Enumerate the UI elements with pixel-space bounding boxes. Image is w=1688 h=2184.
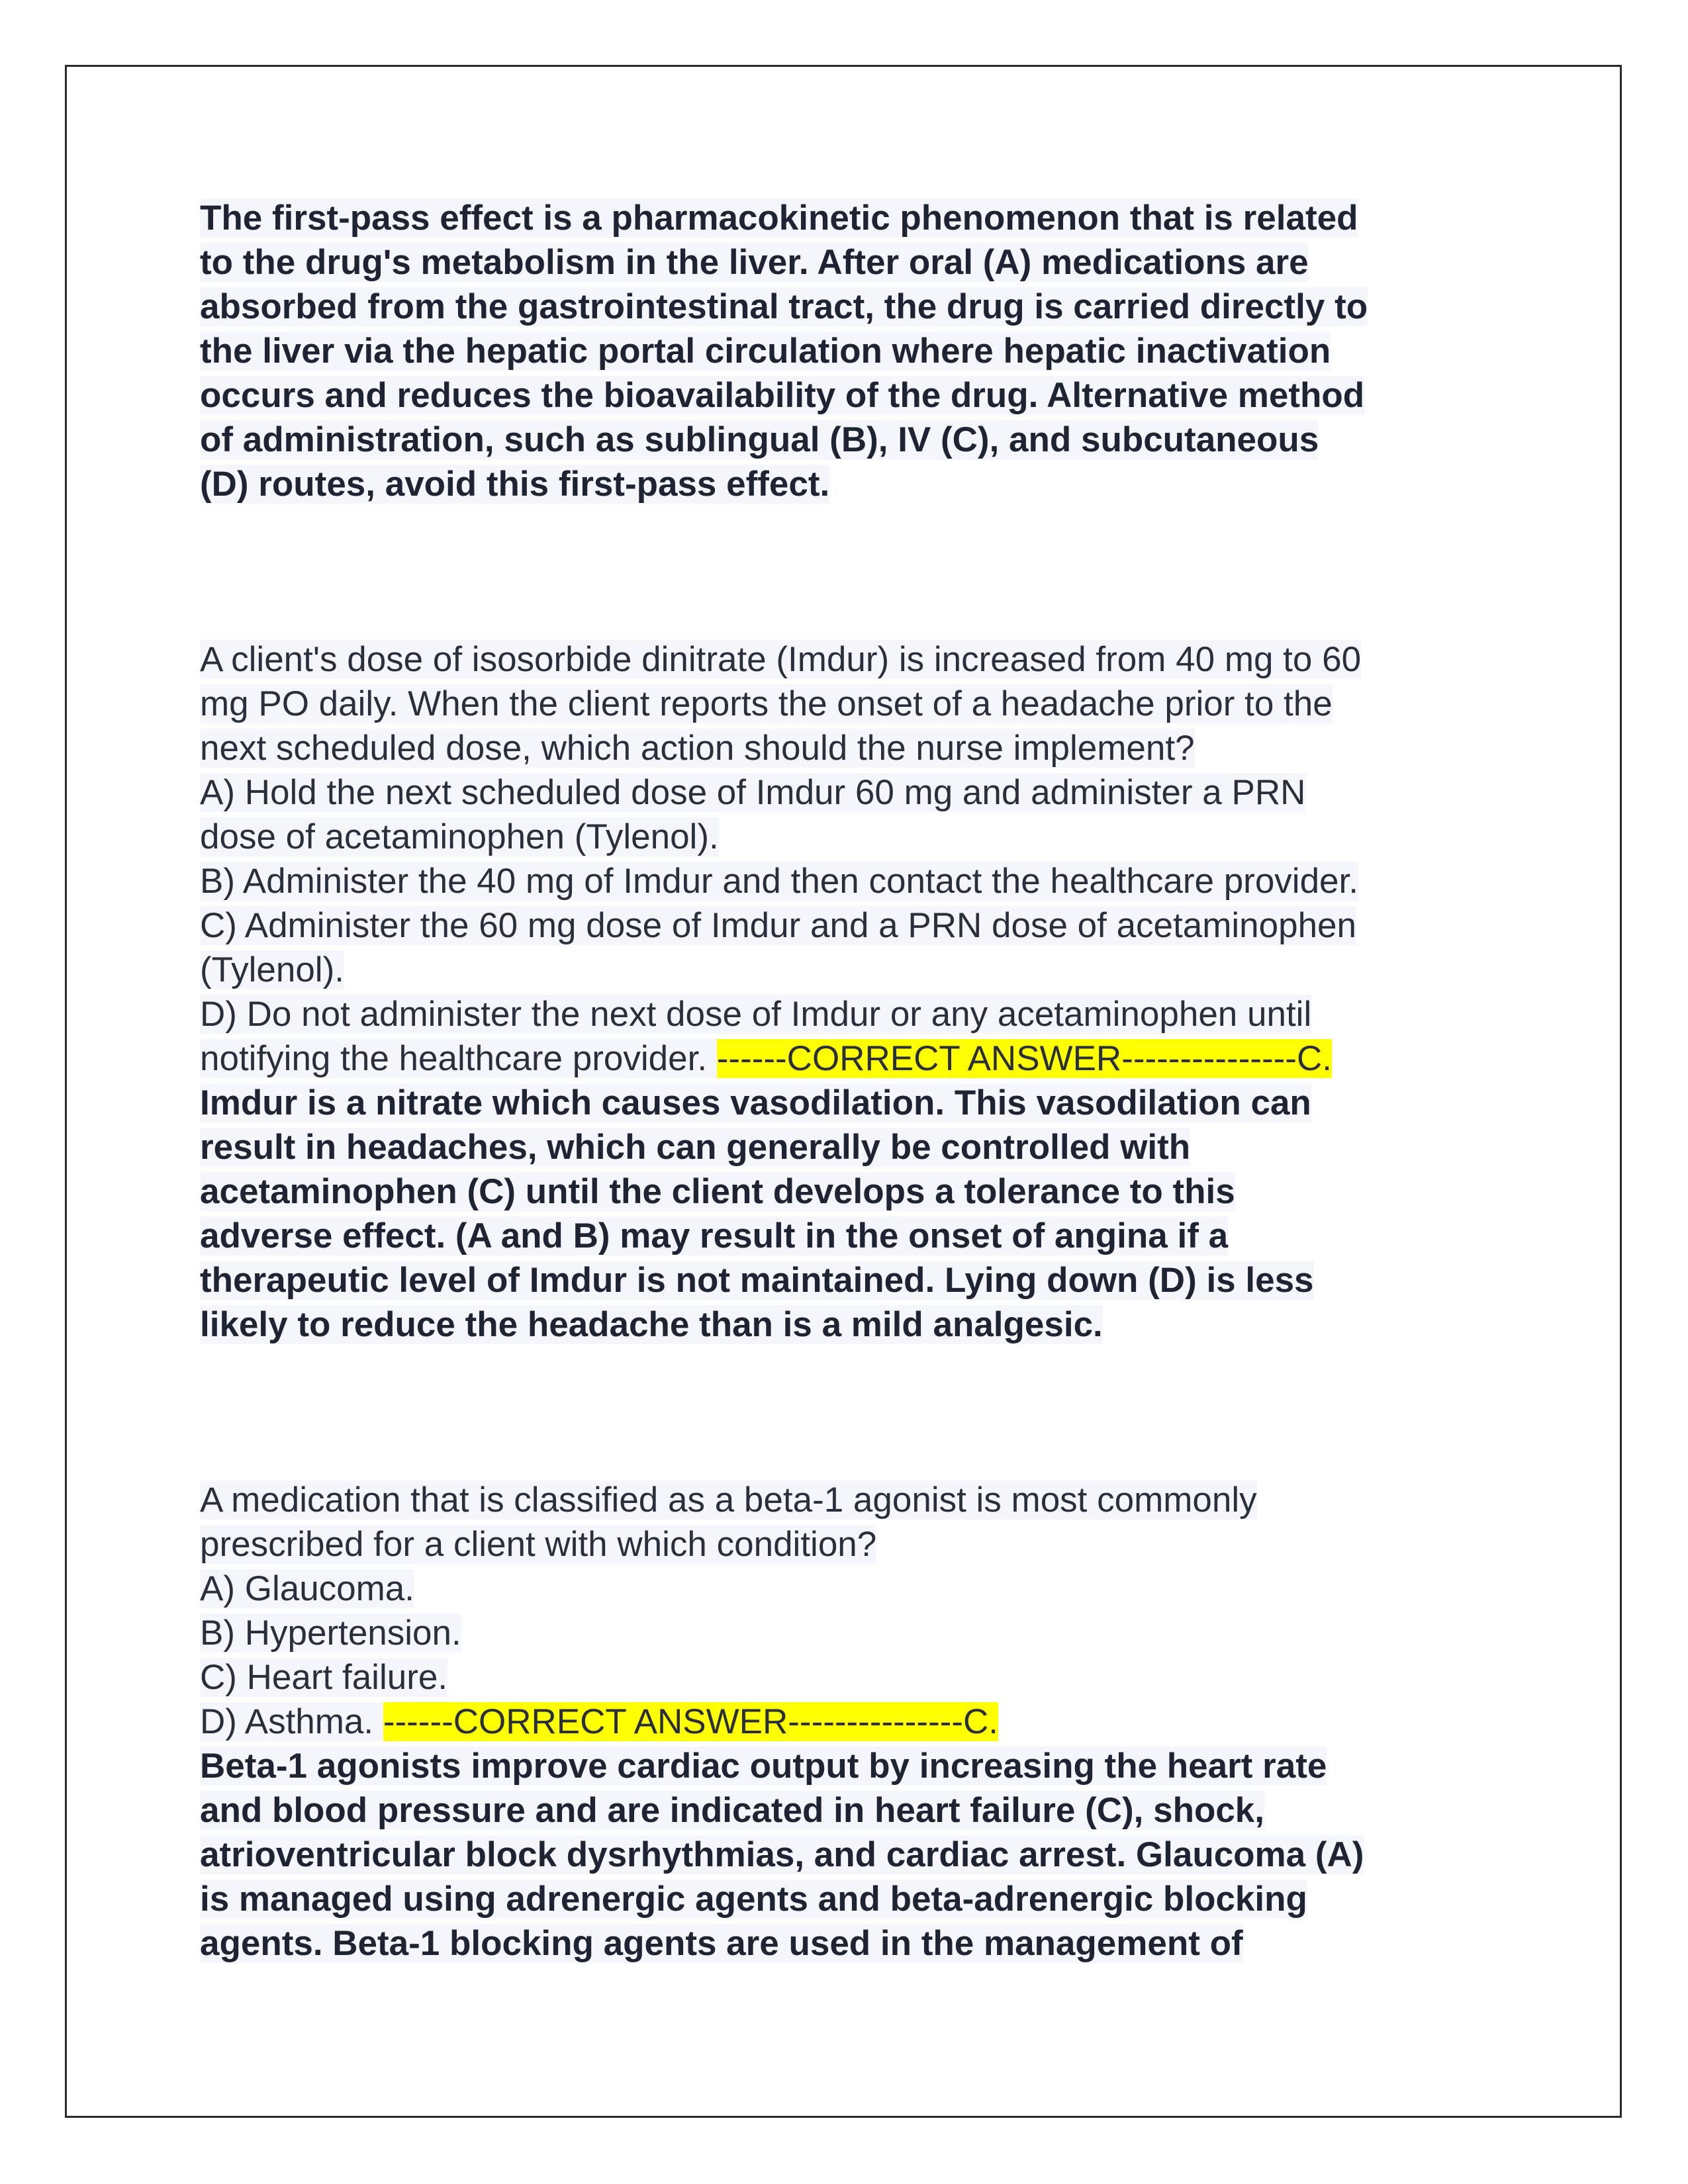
text-line: agents. Beta-1 blocking agents are used in the management of [200,1924,1243,1963]
question-line: A medication that is classified as a beta-1 agonist is most commonly [200,1480,1257,1520]
text-line: atrioventricular block dysrhythmias, and cardiac arrest. Glaucoma (A) [200,1835,1364,1874]
option-b: B) Administer the 40 mg of Imdur and then contact the healthcare provider. [200,862,1358,901]
document-body [200,196,1511,1966]
text-line: of administration, such as sublingual (B), IV (C), and subcutaneous [200,420,1319,459]
correct-answer-highlight: ------CORRECT ANSWER---------------C. [716,1039,1332,1078]
question-imdur [200,637,1511,1081]
option-c-continued: (Tylenol). [200,950,344,989]
text-line: occurs and reduces the bioavailability of the drug. Alternative method [200,376,1365,415]
option-a: A) Hold the next scheduled dose of Imdur 60 mg and administer a PRN [200,773,1306,812]
spacer [200,1347,1511,1478]
text-line: is managed using adrenergic agents and beta-adrenergic blocking [200,1880,1307,1919]
option-a-continued: dose of acetaminophen (Tylenol). [200,817,719,856]
question-line: mg PO daily. When the client reports the onset of a headache prior to the [200,684,1333,723]
text-line: (D) routes, avoid this first-pass effect. [200,465,830,504]
option-a: A) Glaucoma. [200,1569,415,1608]
option-c: C) Heart failure. [200,1658,448,1697]
text-line: adverse effect. (A and B) may result in the onset of angina if a [200,1216,1229,1255]
question-line: next scheduled dose, which action should the nurse implement? [200,729,1195,768]
text-line: Imdur is a nitrate which causes vasodilation. This vasodilation can [200,1083,1311,1122]
text-line: The first-pass effect is a pharmacokinetic phenomenon that is related [200,199,1358,238]
option-d: D) Asthma. ------CORRECT ANSWER---------------C. [200,1702,999,1741]
text-line: Beta-1 agonists improve cardiac output by increasing the heart rate [200,1747,1327,1786]
explanation-imdur [200,1081,1511,1347]
text-line: therapeutic level of Imdur is not maintained. Lying down (D) is less [200,1261,1314,1300]
explanation-first-pass [200,196,1511,506]
text-line: likely to reduce the headache than is a mild analgesic. [200,1305,1103,1344]
question-line: A client's dose of isosorbide dinitrate (Imdur) is increased from 40 mg to 60 [200,640,1362,679]
explanation-beta1-agonist [200,1744,1511,1966]
text-line: acetaminophen (C) until the client develops a tolerance to this [200,1172,1235,1211]
correct-answer-highlight: ------CORRECT ANSWER---------------C. [383,1702,999,1741]
text-line: absorbed from the gastrointestinal tract, the drug is carried directly to [200,287,1368,326]
question-line: prescribed for a client with which condition? [200,1525,877,1564]
option-d: D) Do not administer the next dose of Imdur or any acetaminophen until [200,995,1312,1034]
option-b: B) Hypertension. [200,1614,461,1653]
text-line: and blood pressure and are indicated in heart failure (C), shock, [200,1791,1265,1830]
option-c: C) Administer the 60 mg dose of Imdur and a PRN dose of acetaminophen [200,906,1357,945]
text-line: the liver via the hepatic portal circulation where hepatic inactivation [200,332,1331,371]
spacer [200,506,1511,637]
option-d-continued: notifying the healthcare provider. ------CORRECT ANSWER---------------C. [200,1039,1332,1078]
question-beta1-agonist [200,1478,1511,1744]
text-line: to the drug's metabolism in the liver. After oral (A) medications are [200,243,1309,282]
text-line: result in headaches, which can generally be controlled with [200,1128,1191,1167]
